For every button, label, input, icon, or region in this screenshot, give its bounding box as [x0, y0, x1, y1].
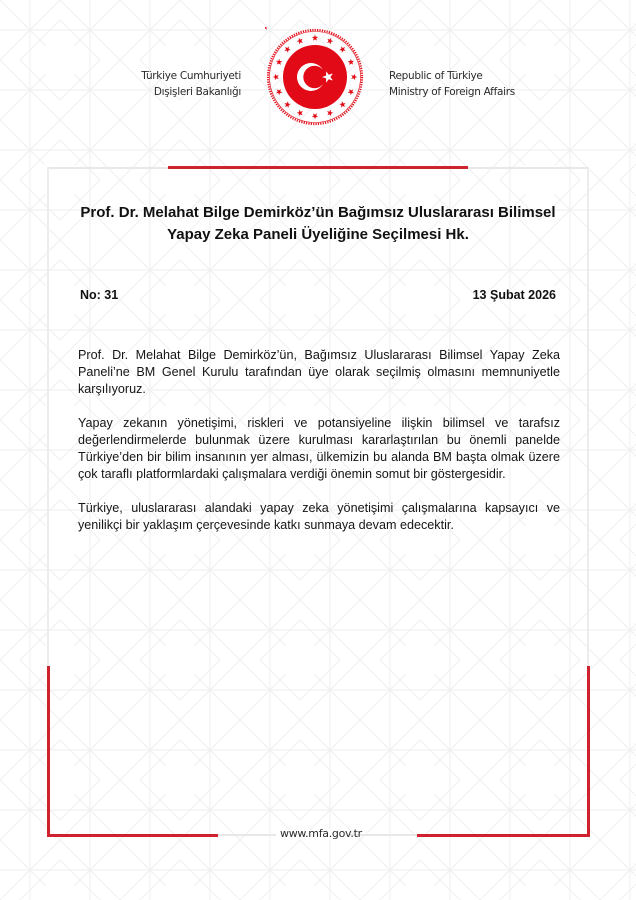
- document-body: [78, 347, 560, 551]
- frame-top-red: [168, 166, 468, 169]
- header-tr-line-2: Dışişleri Bakanlığı: [153, 86, 241, 98]
- document-title: [60, 202, 576, 246]
- frame-left-gray: [47, 167, 49, 666]
- title-line-1: Prof. Dr. Melahat Bilge Demirköz’ün Bağımsız Uluslararası Bilimsel: [80, 204, 556, 221]
- header-tr-line-1: Türkiye Cumhuriyeti: [141, 70, 241, 82]
- header-institution-en: [389, 68, 515, 100]
- document-number: No: 31: [80, 288, 119, 302]
- header-en-line-1: Republic of Türkiye: [389, 70, 483, 82]
- frame-bottom-right-red: [417, 834, 590, 837]
- frame-bottom-left-red: [47, 834, 218, 837]
- frame-left-red: [47, 666, 50, 836]
- title-line-2: Yapay Zeka Paneli Üyeliğine Seçilmesi Hk.: [167, 226, 469, 243]
- paragraph-1: Prof. Dr. Melahat Bilge Demirköz’ün, Bağımsız Uluslararası Bilimsel Yapay Zeka Paneli’ne BM Genel Kurulu tarafından üye olarak seçilmiş olmasını memnuniyetle karşılıyoruz.: [78, 348, 560, 396]
- frame-right-red: [587, 666, 590, 836]
- paragraph-2: Yapay zekanın yönetişimi, riskleri ve potansiyeline ilişkin bilimsel ve tarafsız değerlendirmelerde bulunmak üzere kurulması kararlaştırılan bu önemli panelde Türkiye’den bir bilim insanının yer alması, ülkemizin bu alanda BM başta olmak üzere çok taraflı platformlardaki çalışmalara verdiği önemin somut bir göstergesidir.: [78, 416, 560, 481]
- frame-right-gray: [587, 167, 589, 666]
- header-en-line-2: Ministry of Foreign Affairs: [389, 86, 515, 98]
- footer-website-link[interactable]: www.mfa.gov.tr: [280, 827, 362, 840]
- document-date: 13 Şubat 2026: [472, 288, 556, 302]
- paragraph-3: Türkiye, uluslararası alandaki yapay zeka yönetişimi çalışmalarına kapsayıcı ve yenilikçi bir yaklaşım çerçevesinde katkı sunmaya devam edecektir.: [78, 501, 560, 532]
- header-institution-tr: [110, 68, 241, 100]
- ministry-seal-crescent-star-icon: [265, 27, 365, 127]
